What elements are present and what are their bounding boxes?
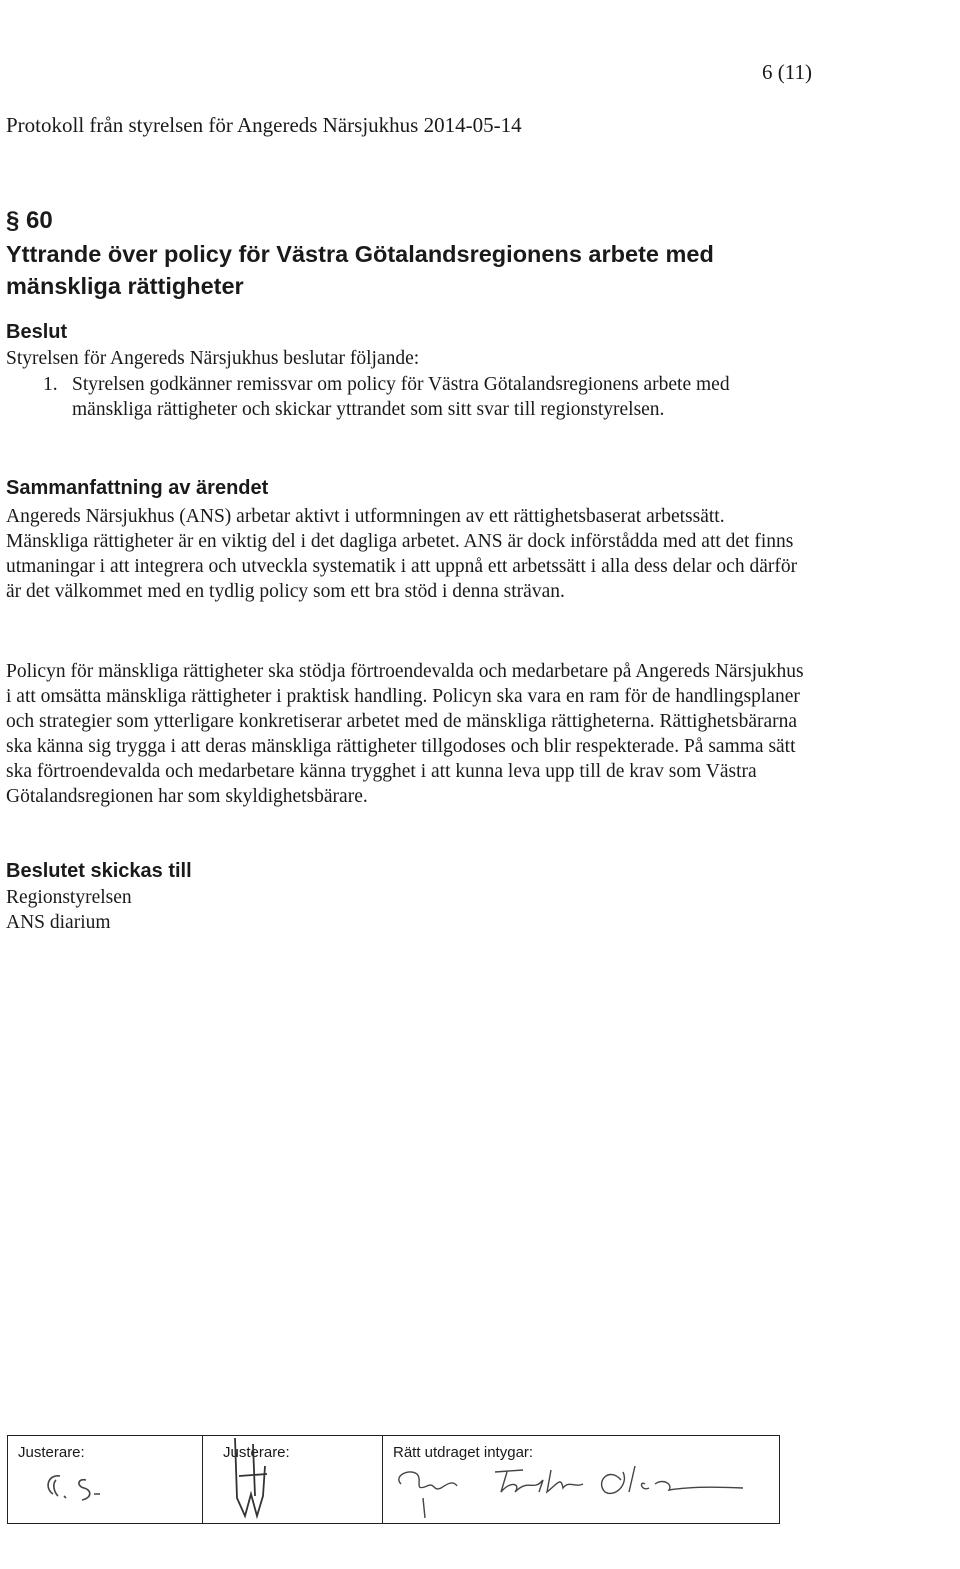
handwritten-initials-2	[203, 1436, 383, 1523]
handwritten-initials-1	[8, 1436, 203, 1523]
handwritten-signature	[383, 1436, 777, 1523]
summary-paragraph-1: Angereds Närsjukhus (ANS) arbetar aktivt i utformningen av ett rättighetsbaserat arbetssätt. Mänskliga rättigheter är en viktig del i det dagliga arbetet. ANS är dock införstådda med att det finns utmaningar i att integrera och utveckla systematik i att uppnå ett arbetssätt i alla dess delar och därför är det välkommet med en tydlig policy som ett bra stöd i denna strävan.	[6, 506, 798, 602]
section-title: Yttrande över policy för Västra Götalandsregionens arbete med mänskliga rättigheter	[6, 241, 714, 299]
recipient-item: ANS diarium	[6, 912, 111, 933]
section-number: § 60	[6, 207, 53, 234]
document-header: Protokoll från styrelsen för Angereds Närsjukhus 2014-05-14	[6, 113, 522, 137]
summary-paragraph-2: Policyn för mänskliga rättigheter ska stödja förtroendevalda och medarbetare på Angereds Närsjukhus i att omsätta mänskliga rättigheter i praktisk handling. Policyn ska vara en ram för de handlingsplaner och strategier som ytterligare konkretiserar arbetet med de mänskliga rättigheterna. Rättighetsbärarna ska känna sig trygga i att deras mänskliga rättigheter tillgodoses och blir respekterade. På samma sätt ska förtroendevalda och medarbetare känna trygghet i att kunna leva upp till de krav som Västra Götalandsregionen har som skyldighetsbärare.	[6, 661, 804, 807]
signature-label-1: Justerare:	[18, 1444, 85, 1461]
decision-item-number: 1.	[43, 374, 58, 395]
recipients-heading: Beslutet skickas till	[6, 860, 192, 882]
signature-cell-2	[203, 1436, 383, 1523]
signature-box	[7, 1435, 780, 1524]
decision-list	[6, 372, 766, 422]
decision-item-text: Styrelsen godkänner remissvar om policy för Västra Götalandsregionens arbete med mänskliga rättigheter och skickar yttrandet som sitt svar till regionstyrelsen.	[72, 374, 730, 420]
signature-cell-3	[383, 1436, 779, 1523]
signature-label-3: Rätt utdraget intygar:	[393, 1444, 534, 1461]
recipient-item: Regionstyrelsen	[6, 887, 132, 908]
decision-intro: Styrelsen för Angereds Närsjukhus beslutar följande:	[6, 348, 420, 369]
signature-cell-1	[8, 1436, 203, 1523]
decision-heading: Beslut	[6, 321, 68, 343]
signature-label-2: Justerare:	[223, 1444, 290, 1461]
page-number: 6 (11)	[762, 60, 812, 84]
decision-item	[6, 372, 766, 422]
recipients-list	[6, 885, 132, 935]
summary-heading: Sammanfattning av ärendet	[6, 477, 269, 499]
